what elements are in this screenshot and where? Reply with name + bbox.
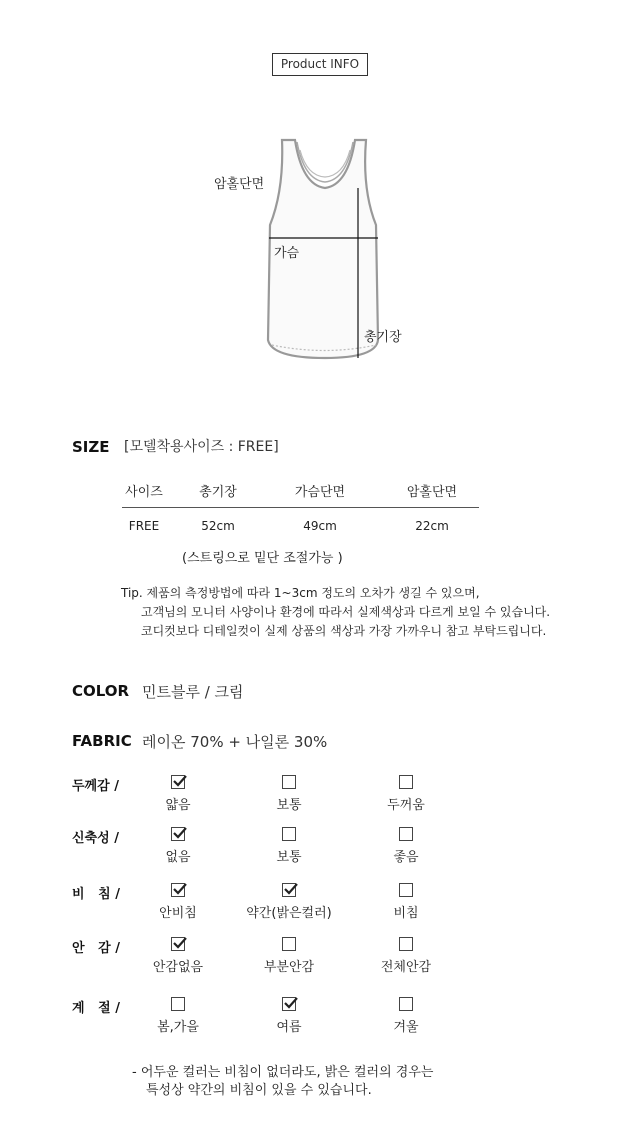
tip-line-2: 고객님의 모니터 사양이나 환경에 따라서 실제색상과 다르게 보일 수 있습니다. xyxy=(141,605,551,619)
model-size-note: [모델착용사이즈 : FREE] xyxy=(124,439,279,455)
size-cell-armhole: 22cm xyxy=(415,519,449,533)
attribute-option-label: 여름 xyxy=(276,1020,302,1035)
footnote-line-2: 특성상 약간의 비침이 있을 수 있습니다. xyxy=(146,1083,372,1098)
checkmark-icon xyxy=(172,825,188,841)
attribute-option-label: 없음 xyxy=(165,850,191,865)
attribute-option-label: 약간(밝은컬러) xyxy=(246,906,332,921)
checkbox[interactable] xyxy=(282,883,296,897)
footnote-line-1: - 어두운 컬러는 비침이 없더라도, 밝은 컬러의 경우는 xyxy=(132,1065,434,1080)
checkbox[interactable] xyxy=(282,997,296,1011)
checkmark-icon xyxy=(283,995,299,1011)
size-header-chest: 가슴단면 xyxy=(294,485,346,500)
attribute-label: 비 침 / xyxy=(72,887,120,902)
checkbox[interactable] xyxy=(399,827,413,841)
attribute-label: 두께감 / xyxy=(72,779,119,794)
checkmark-icon xyxy=(172,881,188,897)
attribute-option-label: 얇음 xyxy=(165,798,191,813)
attribute-label: 신축성 / xyxy=(72,831,119,846)
attribute-option-label: 전체안감 xyxy=(380,960,432,975)
checkbox[interactable] xyxy=(171,937,185,951)
attribute-option-label: 두꺼움 xyxy=(387,798,425,813)
checkmark-icon xyxy=(172,773,188,789)
checkbox[interactable] xyxy=(399,997,413,1011)
fabric-value: 레이온 70% + 나일론 30% xyxy=(142,733,328,751)
size-cell-chest: 49cm xyxy=(303,519,337,533)
size-cell-size: FREE xyxy=(128,519,160,533)
attribute-option-label: 비침 xyxy=(393,906,419,921)
attribute-option-label: 보통 xyxy=(276,798,302,813)
size-title: SIZE xyxy=(72,438,110,456)
checkbox[interactable] xyxy=(282,937,296,951)
size-cell-length: 52cm xyxy=(201,519,235,533)
attribute-option-label: 안비침 xyxy=(159,906,197,921)
attribute-option-label: 보통 xyxy=(276,850,302,865)
string-note: (스트링으로 밑단 조절가능 ) xyxy=(182,551,343,566)
checkbox[interactable] xyxy=(399,775,413,789)
attribute-label: 계 절 / xyxy=(72,1001,120,1016)
checkbox[interactable] xyxy=(171,997,185,1011)
checkmark-icon xyxy=(283,881,299,897)
size-header-size: 사이즈 xyxy=(125,485,163,500)
attribute-option-label: 봄,가을 xyxy=(157,1020,199,1035)
attribute-option-label: 부분안감 xyxy=(263,960,315,975)
checkbox[interactable] xyxy=(171,827,185,841)
checkbox[interactable] xyxy=(282,827,296,841)
attribute-option-label: 좋음 xyxy=(393,850,419,865)
attribute-option-label: 안감없음 xyxy=(152,960,204,975)
checkbox[interactable] xyxy=(171,775,185,789)
tip-line-1: Tip. 제품의 측정방법에 따라 1~3cm 정도의 오차가 생길 수 있으며, xyxy=(121,586,480,600)
attribute-label: 안 감 / xyxy=(72,941,120,956)
size-header-length: 총기장 xyxy=(199,485,237,500)
armhole-label: 암홀단면 xyxy=(214,177,265,192)
size-header-armhole: 암홀단면 xyxy=(406,485,458,500)
color-title: COLOR xyxy=(72,682,130,700)
length-label: 총기장 xyxy=(364,330,402,345)
checkmark-icon xyxy=(172,935,188,951)
chest-label: 가슴 xyxy=(274,246,300,261)
product-info-badge: Product INFO xyxy=(272,53,368,76)
attribute-option-label: 겨울 xyxy=(393,1020,419,1035)
checkbox[interactable] xyxy=(399,937,413,951)
checkbox[interactable] xyxy=(171,883,185,897)
checkbox[interactable] xyxy=(282,775,296,789)
tip-line-3: 코디컷보다 디테일컷이 실제 상품의 색상과 가장 가까우니 참고 부탁드립니다. xyxy=(141,624,547,638)
fabric-title: FABRIC xyxy=(72,732,132,750)
size-table-divider xyxy=(122,507,479,508)
color-value: 민트블루 / 크림 xyxy=(142,683,244,701)
checkbox[interactable] xyxy=(399,883,413,897)
